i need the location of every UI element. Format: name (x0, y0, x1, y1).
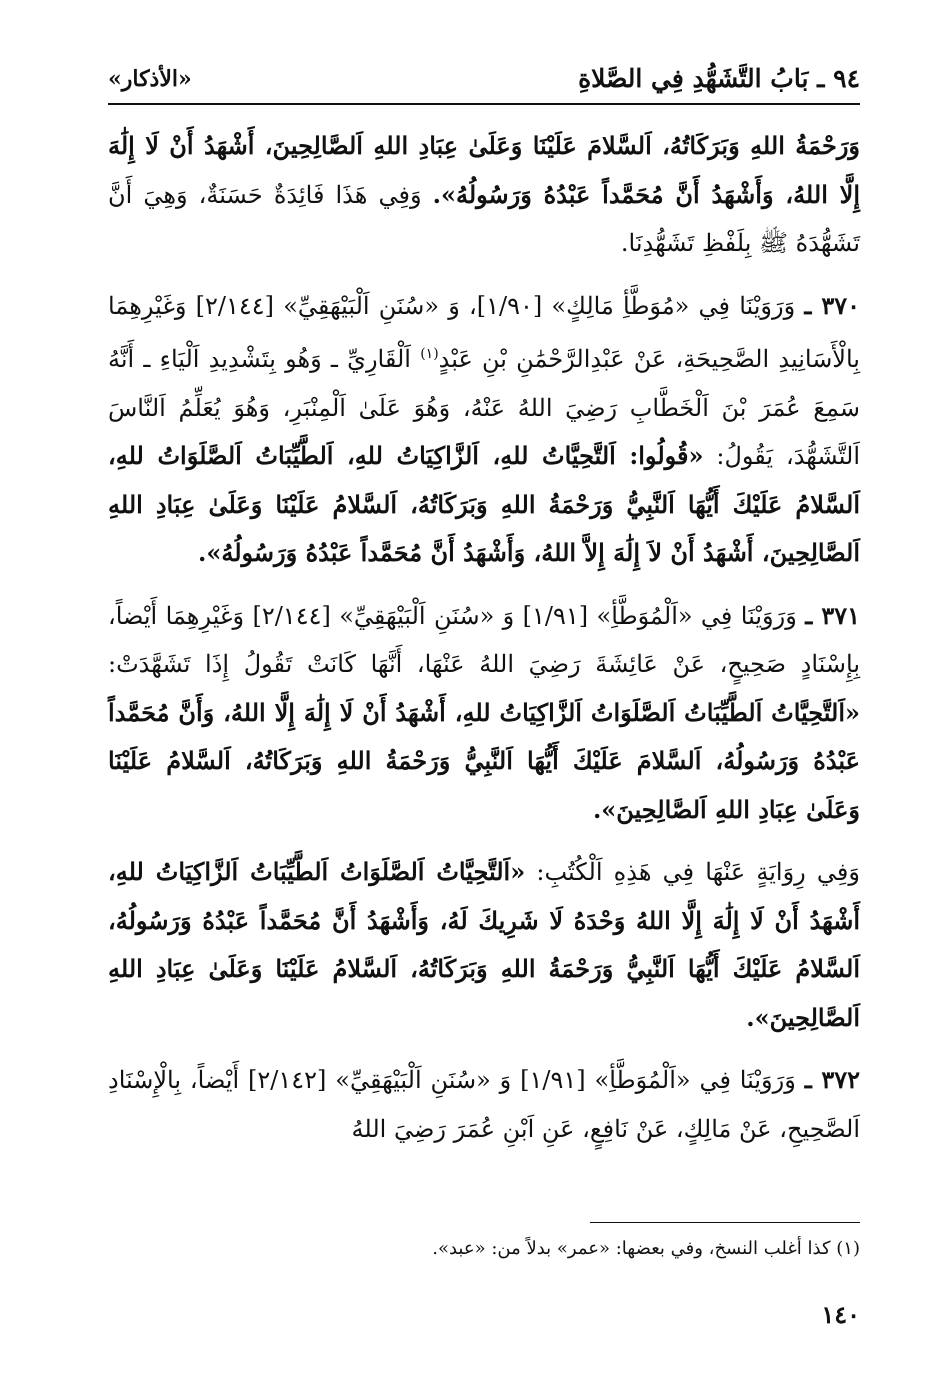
chapter-title: ٩٤ ـ بَابُ التَّشَهُّدِ فِي الصَّلاةِ (578, 64, 860, 93)
narration-text: وَفِي رِوَايَةٍ عَنْهَا فِي هَذِهِ اَلْكُتُبِ: (525, 858, 860, 886)
running-header (108, 58, 860, 102)
narration-text: وَرَوَيْنَا فِي «اَلْمُوَطَّأِ» [١/٩١] وَ «سُنَنِ اَلْبَيْهَقِيِّ» [٢/١٤٤] وَغَيْرِهِمَا أَيْضاً، بِإِسْنَادٍ صَحِيحٍ، عَنْ عَائِشَةَ رَضِيَ اللهُ عَنْهَا، أَنَّهَا كَانَتْ تَقُولُ إِذَا تَشَهَّدَتْ: (108, 601, 860, 678)
paragraph-371 (108, 592, 860, 835)
book-title: «الأذكار» (108, 66, 192, 92)
hadith-text: «اَلتَّحِيَّاتُ اَلصَّلَوَاتُ اَلطَّيِّبَاتُ اَلزَّاكِيَاتُ للهِ، أَشْهَدُ أَنْ لَا إِلَٰهَ إِلَّا اللهُ وَحْدَهُ لَا شَرِيكَ لَهُ، وَأَشْهَدُ أَنَّ مُحَمَّداً عَبْدُهُ وَرَسُولُهُ، اَلسَّلامُ عَلَيْكَ أَيُّهَا اَلنَّبِيُّ وَرَحْمَةُ اللهِ وَبَرَكَاتُهُ، اَلسَّلامُ عَلَيْنَا وَعَلَىٰ عِبَادِ اللهِ اَلصَّالِحِينَ». (108, 857, 860, 1032)
paragraph-372 (108, 1056, 860, 1153)
narration-text: وَرَوَيْنَا فِي «مُوَطَّأِ مَالِكٍ» [١/٩٠]، وَ «سُنَنِ اَلْبَيْهَقِيِّ» [٢/١٤٤] وَغَيْرِهِمَا بِالْأَسَانِيدِ الصَّحِيحَةِ، عَنْ عَبْدِالرَّحْمَٰنِ بْنِ عَبْدٍ (108, 291, 860, 373)
main-text (108, 122, 860, 1167)
paragraph-continuation (108, 122, 860, 268)
hadith-text: «اَلتَّحِيَّاتُ اَلطَّيِّبَاتُ اَلصَّلَوَاتُ اَلزَّاكِيَاتُ للهِ، أَشْهَدُ أَنْ لَا إِلَٰهَ إِلَّا اللهُ، وَأَنَّ مُحَمَّداً عَبْدُهُ وَرَسُولُهُ، اَلسَّلامَ عَلَيْكَ أَيُّهَا اَلنَّبِيُّ وَرَحْمَةُ اللهِ وَبَرَكَاتُهُ، اَلسَّلامُ عَلَيْنَا وَعَلَىٰ عِبَادِ اللهِ اَلصَّالِحِينَ». (108, 697, 860, 824)
paragraph-370 (108, 282, 860, 578)
hadith-text: وَرَحْمَةُ اللهِ وَبَرَكَاتُهُ، اَلسَّلامَ عَلَيْنَا وَعَلَىٰ عِبَادِ اللهِ اَلصَّالِحِينَ، أَشْهَدُ أَنْ لَا إِلَٰهَ إِلَّا اللهُ، وَأَشْهَدُ أَنَّ مُحَمَّداً عَبْدُهُ وَرَسُولُهُ». (108, 131, 860, 209)
hadith-number: ٣٧٠ ـ (804, 290, 861, 320)
hadith-number: ٣٧١ ـ (805, 600, 861, 630)
page-number: ١٤٠ (821, 1300, 860, 1329)
narration-text: اَلْقَارِيِّ ـ وَهُو بِتَشْدِيدِ اَلْيَاءِ ـ أَنَّهُ سَمِعَ عُمَرَ بْنَ اَلْخَطَّابِ رَضِيَ اللهُ عَنْهُ، وَهُوَ عَلَىٰ اَلْمِنْبَرِ، وَهُوَ يُعَلِّمُ اَلنَّاسَ اَلتَّشَهُّدَ، يَقُولُ: (108, 345, 860, 470)
hadith-text: «قُولُوا: اَلتَّحِيَّاتُ للهِ، اَلزَّاكِيَاتُ للهِ، اَلطَّيِّبَاتُ اَلصَّلَوَاتُ للهِ، اَلسَّلامُ عَلَيْكَ أَيُّهَا اَلنَّبِيُّ وَرَحْمَةُ اللهِ وَبَرَكَاتُهُ، اَلسَّلامُ عَلَيْنَا وَعَلَىٰ عِبَادِ اللهِ اَلصَّالِحِينَ، أَشْهَدُ أَنْ لاَ إِلَٰهَ إِلاَّ اللهُ، وَأَشْهَدُ أَنَّ مُحَمَّداً عَبْدُهُ وَرَسُولُهُ». (108, 441, 860, 567)
narration-text: وَرَوَيْنَا فِي «اَلْمُوَطَّأِ» [١/٩١] وَ «سُنَنِ اَلْبَيْهَقِيِّ» [٢/١٤٢] أَيْضاً، بِالْإِسْنَادِ اَلصَّحِيحِ، عَنْ مَالِكٍ، عَنْ نَافِعٍ، عَنِ اَبْنِ عُمَرَ رَضِيَ اللهُ (108, 1066, 860, 1143)
footnote-rule (590, 1222, 860, 1223)
hadith-number: ٣٧٢ ـ (804, 1065, 860, 1094)
commentary-text: وَفِي هَذَا فَائِدَةٌ حَسَنَةٌ، وَهِيَ أَنَّ تَشَهُّدَهُ ﷺ بِلَفْظِ تَشَهُّدِنَا. (108, 180, 860, 257)
footnote: (١) كذا أغلب النسخ، وفي بعضها: «عمر» بدلاً من: «عبد». (432, 1238, 860, 1259)
paragraph-371-variant (108, 848, 860, 1042)
header-rule (108, 103, 860, 105)
footnote-marker: (١) (420, 346, 439, 362)
